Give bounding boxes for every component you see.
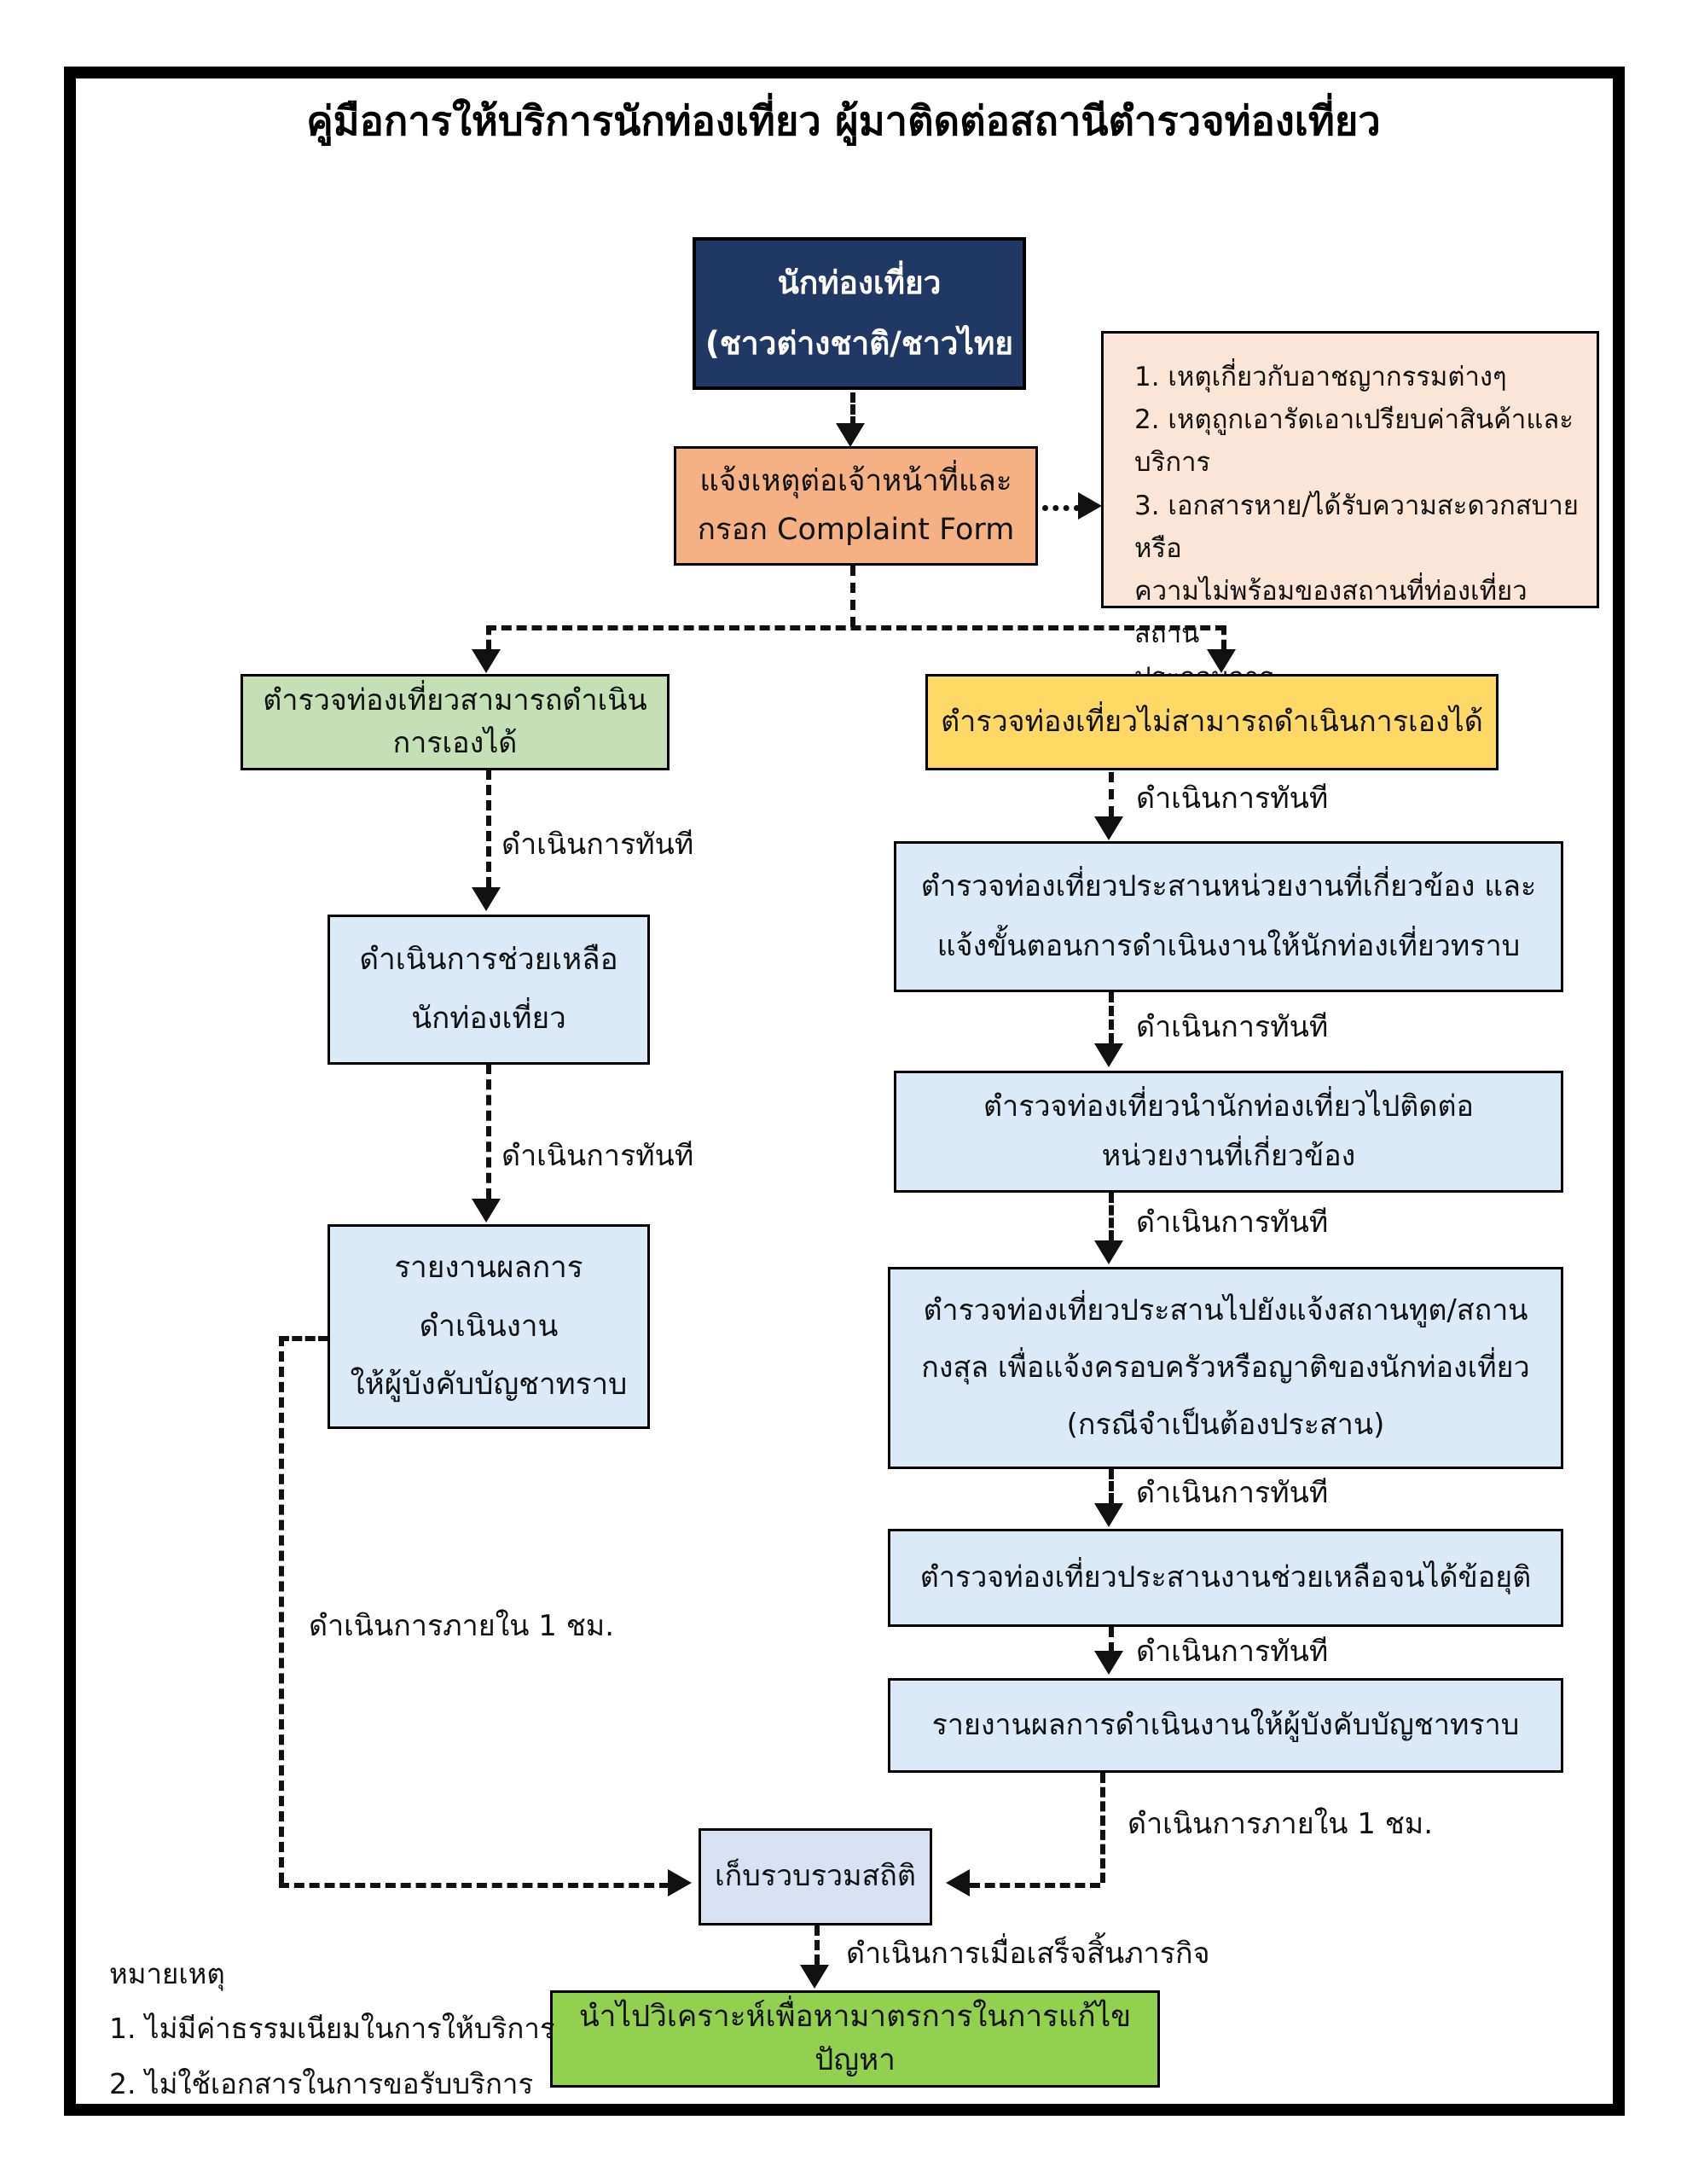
connector-cannot-coordinate-arrowhead xyxy=(1094,816,1123,840)
connector-branch-left-arrowhead xyxy=(472,649,501,673)
note-1: 1. ไม่มีค่าธรรมเนียมในการให้บริการ xyxy=(109,2012,555,2046)
node-coordinate-line2: แจ้งขั้นตอนการดำเนินงานให้นักท่องเที่ยวทราบ xyxy=(936,928,1521,963)
notes-block xyxy=(109,1947,555,2111)
node-complaint-form-line1: แจ้งเหตุต่อเจ้าหน้าที่และ xyxy=(699,463,1012,498)
node-collect-statistics xyxy=(699,1828,932,1926)
connector-assist-report-arrowhead xyxy=(472,1199,501,1223)
connector-right-path-across xyxy=(970,1883,1100,1888)
connector-coordinate-escort-arrowhead xyxy=(1094,1043,1123,1067)
label-within-1hr-right: ดำเนินการภายใน 1 ชม. xyxy=(1128,1807,1434,1841)
connector-left-path-across xyxy=(279,1883,670,1888)
connector-can-assist-arrowhead xyxy=(472,887,501,911)
node-contact-embassy xyxy=(888,1267,1563,1469)
node-analyze-label: นำไปวิเคราะห์เพื่อหามาตรการในการแก้ไขปัญหา xyxy=(578,2000,1132,2077)
connector-resolve-report-line xyxy=(1109,1627,1114,1653)
connector-embassy-resolve-line xyxy=(1109,1469,1114,1503)
node-tourist-line1: นักท่องเที่ยว xyxy=(777,264,942,302)
label-immediate-left-1: ดำเนินการทันที xyxy=(501,828,694,862)
connector-resolve-report-arrowhead xyxy=(1094,1651,1123,1675)
node-complaint-form-line2: กรอก Complaint Form xyxy=(697,513,1015,548)
connector-complaint-types-dotted-line xyxy=(1042,505,1080,511)
complaint-type-3-cont: ความไม่พร้อมของสถานที่ท่องเที่ยว สถาน xyxy=(1134,576,1528,650)
connector-assist-report-line xyxy=(486,1064,491,1199)
node-assist-tourist xyxy=(328,915,650,1065)
connector-stats-analyze-line xyxy=(815,1926,820,1965)
node-escort-tourist xyxy=(894,1071,1563,1193)
node-report-superior-left xyxy=(328,1224,650,1429)
connector-embassy-resolve-arrowhead xyxy=(1094,1503,1123,1527)
connector-coordinate-escort-line xyxy=(1109,992,1114,1043)
node-tourist-line2: (ชาวต่างชาติ/ชาวไทย xyxy=(704,325,1014,363)
node-coordinate-line1: ตำรวจท่องเที่ยวประสานหน่วยงานที่เกี่ยวข้อง และ xyxy=(920,869,1537,904)
node-coordinate-agency xyxy=(894,841,1563,992)
notes-header: หมายเหตุ xyxy=(109,1957,225,1990)
connector-left-path-down xyxy=(279,1336,284,1883)
node-complaint-form xyxy=(674,446,1038,566)
label-immediate-left-2: ดำเนินการทันที xyxy=(501,1139,694,1173)
node-analyze-solutions xyxy=(550,1990,1160,2088)
connector-complaint-types-arrowhead xyxy=(1078,492,1102,520)
node-embassy-line3: (กรณีจำเป็นต้องประสาน) xyxy=(1066,1407,1385,1442)
node-police-can xyxy=(241,674,670,770)
connector-stats-analyze-arrowhead xyxy=(800,1965,829,1989)
node-coordinate-until-resolved xyxy=(888,1529,1563,1627)
note-2: 2. ไม่ใช้เอกสารในการขอรับบริการ xyxy=(109,2066,534,2100)
node-embassy-line2: กงสุล เพื่อแจ้งครอบครัวหรือญาติของนักท่องเที่ยว xyxy=(921,1350,1530,1385)
connector-tourist-complaint-arrowhead xyxy=(836,423,865,447)
label-immediate-right-2: ดำเนินการทันที xyxy=(1136,1010,1329,1044)
connector-cannot-coordinate-line xyxy=(1109,772,1114,816)
node-police-cannot-label: ตำรวจท่องเที่ยวไม่สามารถดำเนินการเองได้ xyxy=(941,704,1483,739)
node-report-superior-right xyxy=(888,1678,1563,1773)
connector-escort-embassy-line xyxy=(1109,1193,1114,1240)
label-immediate-right-4: ดำเนินการทันที xyxy=(1136,1476,1329,1510)
label-immediate-right-3: ดำเนินการทันที xyxy=(1136,1205,1329,1240)
node-report-right-label: รายงานผลการดำเนินงานให้ผู้บังคับบัญชาทราบ xyxy=(931,1707,1520,1742)
node-tourist xyxy=(693,237,1026,390)
complaint-type-1: 1. เหตุเกี่ยวกับอาชญากรรมต่างๆ xyxy=(1134,362,1507,392)
connector-right-path-down xyxy=(1100,1773,1105,1883)
connector-branch-stem xyxy=(850,566,855,627)
complaint-type-3: 3. เอกสารหาย/ได้รับความสะดวกสบาย หรือ xyxy=(1134,490,1579,564)
connector-branch-horizontal xyxy=(486,625,1226,630)
label-immediate-right-5: ดำเนินการทันที xyxy=(1136,1635,1329,1669)
node-resolve-label: ตำรวจท่องเที่ยวประสานงานช่วยเหลือจนได้ข้อยุติ xyxy=(919,1560,1532,1594)
label-after-mission: ดำเนินการเมื่อเสร็จสิ้นภารกิจ xyxy=(846,1937,1210,1971)
node-escort-line1: ตำรวจท่องเที่ยวนำนักท่องเที่ยวไปติดต่อ xyxy=(983,1089,1474,1124)
node-police-can-label: ตำรวจท่องเที่ยวสามารถดำเนินการเองได้ xyxy=(263,683,647,760)
node-report-left-line3: ให้ผู้บังคับบัญชาทราบ xyxy=(350,1367,628,1402)
node-report-left-line2: ดำเนินงาน xyxy=(419,1309,559,1344)
page-title: คู่มือการให้บริการนักท่องเที่ยว ผู้มาติดต่อสถานีตำรวจท่องเที่ยว xyxy=(306,98,1381,145)
connector-tourist-complaint-line xyxy=(850,392,855,427)
connector-escort-embassy-arrowhead xyxy=(1094,1240,1123,1264)
connector-left-path-arrowhead xyxy=(668,1869,692,1896)
label-within-1hr-left: ดำเนินการภายใน 1 ชม. xyxy=(309,1609,615,1643)
connector-right-path-arrowhead xyxy=(946,1869,970,1896)
label-immediate-right-1: ดำเนินการทันที xyxy=(1136,781,1329,816)
connector-branch-right-drop xyxy=(1221,625,1226,649)
connector-branch-right-arrowhead xyxy=(1207,649,1236,673)
node-escort-line2: หน่วยงานที่เกี่ยวข้อง xyxy=(1101,1138,1356,1173)
node-assist-line1: ดำเนินการช่วยเหลือ xyxy=(359,942,618,977)
node-assist-line2: นักท่องเที่ยว xyxy=(411,1002,566,1037)
node-police-cannot xyxy=(925,674,1499,770)
node-embassy-line1: ตำรวจท่องเที่ยวประสานไปยังแจ้งสถานทูต/สถาน xyxy=(923,1292,1528,1327)
node-complaint-types xyxy=(1101,331,1599,650)
complaint-type-2: 2. เหตุถูกเอารัดเอาเปรียบค่าสินค้าและบริการ xyxy=(1134,404,1574,479)
node-report-left-line1: รายงานผลการ xyxy=(394,1251,583,1286)
connector-can-assist-line xyxy=(486,770,491,887)
connector-left-path-out xyxy=(279,1336,328,1341)
node-statistics-label: เก็บรวบรวมสถิติ xyxy=(715,1859,916,1894)
connector-branch-left-drop xyxy=(486,625,491,649)
